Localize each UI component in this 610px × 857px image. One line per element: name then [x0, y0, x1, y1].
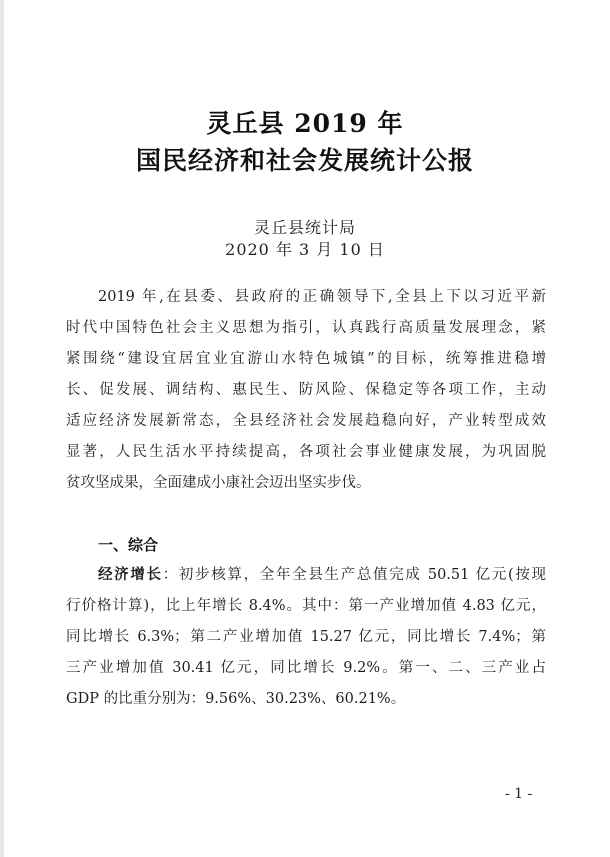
intro-line: 长、促发展、调结构、惠民生、防风险、保稳定等各项工作，主动 [66, 382, 546, 398]
intro-line: 2019 年,在县委、县政府的正确领导下,全县上下以习近平新 [98, 289, 546, 305]
intro-line: 适应经济发展新常态，全县经济社会发展趋稳向好，产业转型成效 [66, 413, 546, 429]
section-paragraph-line: GDP 的比重分别为：9.56%、30.23%、60.21%。 [66, 691, 406, 707]
document-title-line2: 国民经济和社会发展统计公报 [135, 146, 474, 175]
section-paragraph-first-line [98, 565, 546, 585]
intro-line: 显著，人民生活水平持续提高，各项社会事业健康发展，为巩固脱 [66, 444, 546, 460]
section-paragraph-line: 三产业增加值 30.41 亿元，同比增长 9.2%。第一、二、三产业占 [66, 660, 546, 676]
paragraph-text: ：初步核算，全年全县生产总值完成 50.51 亿元(按现 [162, 567, 546, 583]
intro-line: 紧围绕“建设宜居宜业宜游山水特色城镇”的目标，统筹推进稳增 [66, 351, 546, 367]
intro-line: 贫攻坚成果，全面建成小康社会迈出坚实步伐。 [66, 475, 371, 491]
section-heading: 一、综合 [98, 536, 159, 554]
intro-line: 时代中国特色社会主义思想为指引，认真践行高质量发展理念，紧 [66, 320, 546, 336]
document-title-line1: 灵丘县 2019 年 [206, 109, 404, 138]
document-author: 灵丘县统计局 [253, 218, 356, 237]
section-paragraph-line: 同比增长 6.3%；第二产业增加值 15.27 亿元，同比增长 7.4%；第 [66, 629, 546, 645]
section-paragraph-line: 行价格计算)，比上年增长 8.4%。其中：第一产业增加值 4.83 亿元， [66, 598, 546, 614]
paragraph-label: 经济增长 [98, 566, 163, 583]
document-date: 2020 年 3 月 10 日 [225, 240, 385, 259]
page-number: - 1 - [505, 786, 533, 802]
